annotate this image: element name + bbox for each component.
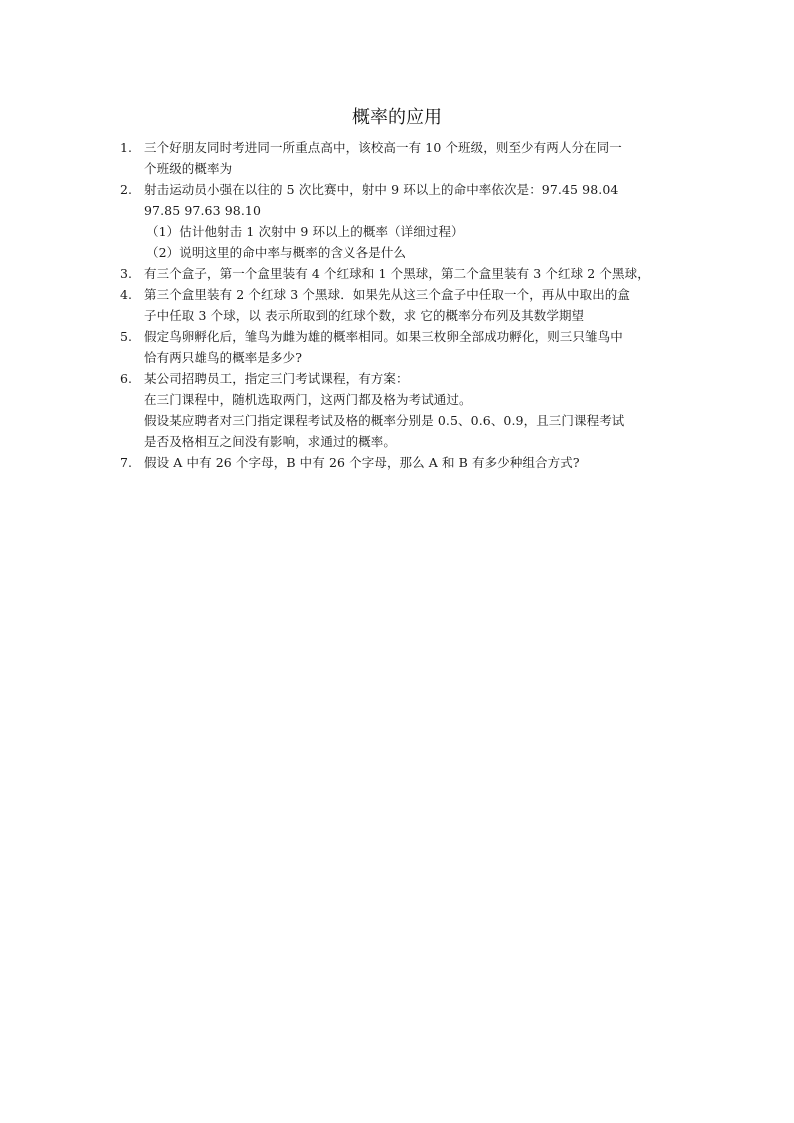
sub-question-2: （2）说明这里的命中率与概率的含义各是什么 — [146, 245, 407, 260]
question-list — [120, 137, 676, 473]
question-text-line: 三个好朋友同时考进同一所重点高中，该校高一有 10 个班级，则至少有两人分在同一 — [144, 140, 622, 155]
question-number: 6. — [120, 371, 133, 386]
question-5 — [120, 326, 676, 368]
question-1 — [120, 137, 676, 179]
question-number: 3. — [120, 266, 133, 281]
question-number: 1. — [120, 140, 133, 155]
question-text-line: 在三门课程中，随机选取两门，这两门都及格为考试通过。 — [144, 392, 472, 407]
question-text-line: 个班级的概率为 — [144, 161, 233, 176]
page-title: 概率的应用 — [352, 107, 442, 128]
question-number: 2. — [120, 182, 133, 197]
question-text-line: 是否及格相互之间没有影响，求通过的概率。 — [144, 434, 397, 449]
question-number: 4. — [120, 287, 133, 302]
question-number: 7. — [120, 455, 133, 470]
question-3 — [120, 263, 676, 284]
question-text-line: 假设 A 中有 26 个字母，B 中有 26 个字母，那么 A 和 B 有多少种组合方式? — [144, 455, 580, 470]
question-text-line: 有三个盒子，第一个盒里装有 4 个红球和 1 个黑球，第二个盒里装有 3 个红球 2 个黑球， — [144, 266, 650, 281]
question-text-line: 假设某应聘者对三门指定课程考试及格的概率分别是 0.5、0.6、0.9，且三门课程考试 — [144, 413, 625, 428]
question-text-line: 恰有两只雄鸟的概率是多少? — [144, 350, 303, 365]
question-text-line: 97.85 97.63 98.10 — [144, 203, 262, 218]
question-number: 5. — [120, 329, 133, 344]
question-text-line: 第三个盒里装有 2 个红球 3 个黑球．如果先从这三个盒子中任取一个，再从中取出的盒 — [144, 287, 631, 302]
question-4 — [120, 284, 676, 326]
question-text-line: 射击运动员小强在以往的 5 次比赛中，射中 9 环以上的命中率依次是：97.45 98.04 — [144, 182, 619, 197]
sub-question-1: （1）估计他射击 1 次射中 9 环以上的概率（详细过程） — [146, 224, 464, 239]
question-6 — [120, 368, 676, 452]
question-text-line: 某公司招聘员工，指定三门考试课程，有方案： — [144, 371, 409, 386]
question-2 — [120, 179, 676, 263]
question-text-line: 子中任取 3 个球，以 表示所取到的红球个数，求 它的概率分布列及其数学期望 — [144, 308, 585, 323]
question-text-line: 假定鸟卵孵化后，雏鸟为雌为雄的概率相同。如果三枚卵全部成功孵化，则三只雏鸟中 — [144, 329, 623, 344]
question-7 — [120, 452, 676, 473]
